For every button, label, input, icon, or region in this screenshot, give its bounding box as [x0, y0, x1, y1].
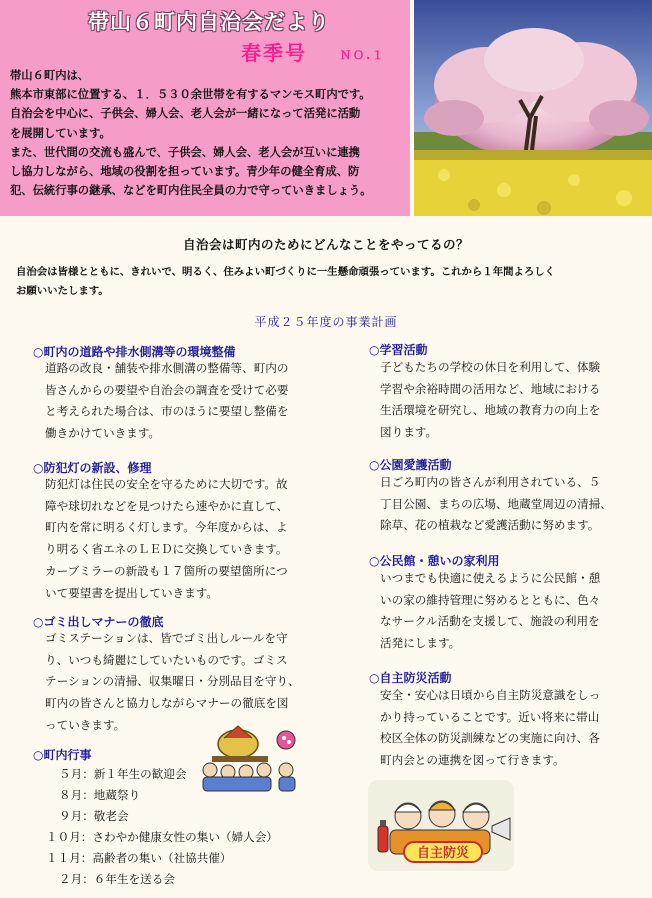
item-heading-environment: ○町内の道路や排水側溝等の環境整備	[33, 345, 236, 359]
body-line: 安全・安心は日頃から自主防災意識をしっ	[380, 688, 601, 702]
body-line: 防犯灯は住民の安全を守るために大切です。故	[45, 477, 288, 491]
body-line: 図ります。	[380, 425, 438, 440]
lead-paragraph	[16, 263, 646, 301]
plan-title: 平成２５年度の事業計画	[254, 315, 398, 329]
body-line: 生活環境を研究し、地域の教育力の向上を	[380, 403, 601, 418]
item-body-environment	[45, 358, 355, 445]
item-heading-community-hall: ○公民館・憩いの家利用	[369, 554, 500, 568]
intro-line: また、世代間の交流も盛んで、子供会、婦人会、老人会が互いに連携	[10, 145, 360, 159]
event-row: １０月：さわやか健康女性の集い（婦人会）	[46, 830, 278, 844]
body-line: っていきます。	[45, 717, 126, 732]
intro-line: 帯山６町内は、	[10, 69, 90, 82]
disaster-prevention-illustration	[366, 778, 516, 873]
body-line: り明るく省エネのＬＥＤに交換していきます。	[45, 542, 288, 557]
body-line: テーションの清掃、収集曜日・分別品目を守り、	[45, 674, 300, 689]
intro-line: を展開しています。	[10, 126, 111, 140]
disaster-badge-label: 自主防災	[416, 846, 470, 861]
body-line: いの家の維持管理に努めるとともに、色々	[380, 592, 601, 607]
body-line: 働きかけていきます。	[45, 426, 161, 441]
cherry-blossom-photo	[414, 0, 652, 216]
section-title: 自治会は町内のためにどんなことをやってるの？	[182, 237, 469, 252]
body-line: 除草、花の植栽など愛護活動に努めます。	[380, 518, 600, 533]
intro-text	[10, 66, 410, 200]
body-line: 子どもたちの学校の休日を利用して、体験	[380, 360, 601, 374]
item-heading-park: ○公園愛護活動	[369, 458, 452, 472]
item-heading-disaster: ○自主防災活動	[369, 671, 452, 685]
body-line: 活発にします。	[380, 636, 461, 651]
body-line: 町内の皆さんと協力しながらマナーの徹底を図	[45, 696, 289, 711]
event-row: １１月：高齢者の集い（社協共催）	[46, 851, 232, 865]
intro-line: し協力しながら、地域の役割を担っています。青少年の健全育成、防	[10, 165, 360, 179]
item-heading-learning: ○学習活動	[369, 343, 428, 357]
item-body-park	[380, 472, 646, 537]
body-line: 丁目公園、まちの広場、地蔵堂周辺の清掃、	[380, 496, 612, 511]
body-line: なサークル活動を支援して、施設の利用を	[380, 614, 600, 629]
body-line: と考えられた場合は、市のほうに要望し整備を	[45, 404, 289, 419]
body-line: 学習や余裕時間の活用など、地域における	[380, 381, 601, 396]
item-heading-events: ○町内行事	[33, 748, 92, 762]
body-line: 皆さんからの要望や自治会の調査を受けて必要	[45, 382, 289, 397]
issue-season: 春季号	[241, 41, 307, 65]
intro-line: 熊本市東部に位置する、１．５３０余世帯を有するマンモス町内です。	[10, 88, 371, 102]
item-body-disaster	[380, 685, 646, 772]
body-line: いつまでも快適に使えるように公民館・憩	[380, 571, 601, 585]
body-line: 校区全体の防災訓練などの実施に向け、各	[380, 731, 600, 746]
issue-number: ＮＯ.１	[340, 49, 386, 62]
lead-line: 自治会は皆様とともに、きれいで、明るく、住みよい町づくりに一生懸命頑張っています。これから１年間よろしく	[16, 266, 556, 278]
item-body-community-hall	[380, 568, 646, 655]
event-row: ９月：敬老会	[59, 809, 129, 823]
body-line: ゴミステーションは、皆でゴミ出しルールを守	[45, 631, 288, 645]
item-heading-streetlights: ○防犯灯の新設、修理	[33, 461, 152, 475]
body-line: 道路の改良・舗装や排水側溝の整備等、町内の	[45, 361, 289, 375]
body-line: 日ごろ町内の皆さんが利用されている、５	[380, 475, 601, 489]
event-row: ８月：地蔵祭り	[59, 788, 141, 802]
intro-line: 自治会を中心に、子供会、婦人会、老人会が一緒になって活発に活動	[10, 107, 361, 121]
body-line: 町内を常に明るく灯します。今年度からは、よ	[45, 520, 288, 535]
body-line: カーブミラーの新設も１７箇所の要望箇所につ	[45, 563, 288, 578]
item-heading-garbage: ○ゴミ出しマナーの徹底	[33, 615, 164, 629]
item-body-garbage	[45, 628, 355, 737]
item-body-streetlights	[45, 474, 355, 604]
body-line: いて要望書を提出していきます。	[45, 585, 218, 600]
event-row: ５月：新１年生の歓迎会	[59, 767, 187, 781]
newsletter-title: 帯山６町内自治会だより	[88, 10, 330, 34]
body-line: 障や球切れなどを見つけたら速やかに直して、	[45, 498, 289, 513]
body-line: かり持っていることです。近い将来に帯山	[380, 709, 600, 724]
lead-line: お願いいたします。	[16, 285, 109, 297]
item-body-learning	[380, 357, 646, 444]
body-line: 町内会との連携を図って行きます。	[380, 753, 565, 768]
body-line: り、いつも綺麗にしていたいものです。ゴミス	[45, 652, 288, 667]
event-row: ２月：６年生を送る会	[59, 872, 175, 886]
intro-line: 犯、伝統行事の継承、などを町内住民全員の力で守っていきましょう。	[10, 184, 372, 198]
festival-illustration	[190, 722, 300, 794]
